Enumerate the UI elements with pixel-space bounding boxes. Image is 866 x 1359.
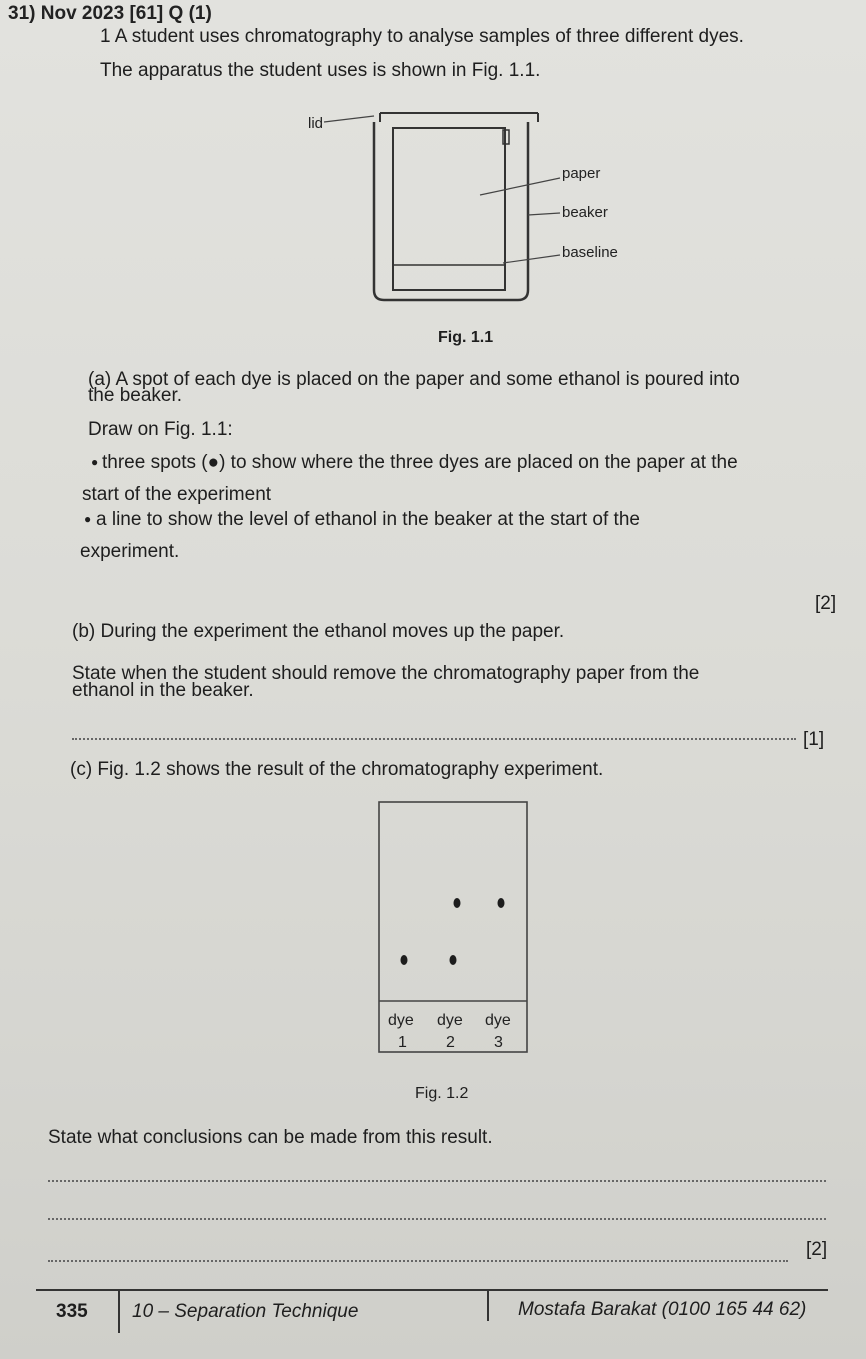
answer-line-c-3[interactable] [48,1260,788,1262]
part-a-bullet-2-line-2: experiment. [80,541,180,562]
footer-divider-1 [118,1291,120,1333]
dye-number-1: 1 [398,1034,407,1051]
fig-1-2-caption: Fig. 1.2 [415,1085,469,1102]
part-a-line-2: the beaker. [88,385,183,406]
part-b-marks: [1] [803,729,825,750]
part-a-line-1: (a) A spot of each dye is placed on the paper and some ethanol is poured into [88,369,740,390]
label-baseline: baseline [562,244,618,261]
intro-line-2: The apparatus the student uses is shown in Fig. 1.1. [100,60,541,81]
part-a-marks: [2] [815,593,837,614]
dye-label-3: dye [485,1012,511,1029]
label-paper: paper [562,165,601,182]
answer-line-c-2[interactable] [48,1218,826,1220]
part-b-line-3: ethanol in the beaker. [72,680,254,701]
label-beaker: beaker [562,204,608,221]
footer-rule [36,1289,828,1291]
part-b-line-2: State when the student should remove the chromatography paper from the [72,663,700,684]
bullet-2-icon: ● [84,512,92,526]
spot-dye-3 [498,898,505,908]
spot-dye-1 [401,955,408,965]
fig-1-1-apparatus [290,100,670,315]
part-a-bullet-2-line-1: a line to show the level of ethanol in the beaker at the start of the [96,509,640,530]
part-a-bullet-1-line-1: three spots (●) to show where the three dyes are placed on the paper at the [102,452,738,473]
footer-page-number: 335 [56,1301,88,1322]
part-a-bullet-1-line-2: start of the experiment [82,484,272,505]
part-c-line-1: (c) Fig. 1.2 shows the result of the chromatography experiment. [70,759,604,780]
fig-1-2-chromatogram [375,798,535,1056]
dye-number-2: 2 [446,1034,455,1051]
answer-line-c-1[interactable] [48,1180,826,1182]
part-b-line-1: (b) During the experiment the ethanol moves up the paper. [72,621,565,642]
answer-line-b[interactable] [72,738,796,740]
label-lid: lid [308,115,324,132]
footer-divider-2 [487,1291,489,1321]
spot-dye-2-lower [450,955,457,965]
spot-dye-2-upper [454,898,461,908]
bullet-1-icon: ● [91,455,99,469]
part-c-marks: [2] [806,1239,828,1260]
fig-1-1-caption: Fig. 1.1 [438,329,494,346]
part-c-prompt: State what conclusions can be made from this result. [48,1127,493,1148]
footer-author: Mostafa Barakat (0100 165 44 62) [518,1299,807,1320]
dye-label-1: dye [388,1012,414,1029]
dye-number-3: 3 [494,1034,503,1051]
footer-topic: 10 – Separation Technique [132,1301,359,1322]
part-a-draw: Draw on Fig. 1.1: [88,419,233,440]
dye-label-2: dye [437,1012,463,1029]
header: 31) Nov 2023 [61] Q (1) [8,3,212,24]
intro-line-1: 1 A student uses chromatography to analyse samples of three different dyes. [100,26,744,47]
